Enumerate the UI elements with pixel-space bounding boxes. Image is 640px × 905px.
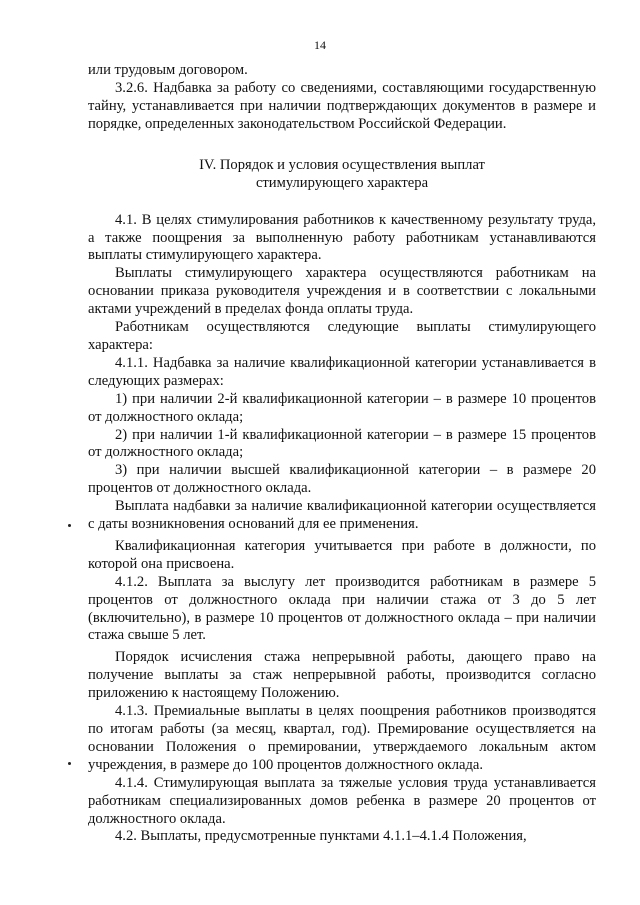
list-item-3: 3) при наличии высшей квалификационной категории – в размере 20 процентов от должностного оклада. — [88, 462, 596, 497]
paragraph-4-1-4: 4.1.4. Стимулирующая выплата за тяжелые условия труда устанавливается работникам специализированных домов ребенка в размере 20 процентов от должностного оклада. — [88, 774, 596, 827]
paragraph-4-1-1: 4.1.1. Надбавка за наличие квалификационной категории устанавливается в следующих размерах: — [88, 354, 596, 389]
document-body — [88, 62, 596, 846]
paragraph: Работникам осуществляются следующие выплаты стимулирующего характера: — [88, 319, 596, 353]
paragraph-4-1-3: 4.1.3. Премиальные выплаты в целях поощрения работников производятся по итогам работы (за месяц, квартал, год). Премирование осуществляется на основании Положения о премировании, утверждаемого локальным актом учреждения, в размере до 100 процентов должностного оклада. — [88, 703, 596, 773]
paragraph: Квалификационная категория учитывается при работе в должности, по которой она присвоена. — [88, 537, 596, 572]
margin-mark — [68, 524, 71, 527]
section-heading-line1: IV. Порядок и условия осуществления выплат — [199, 156, 485, 173]
paragraph-3-2-6: 3.2.6. Надбавка за работу со сведениями, составляющими государственную тайну, устанавливается при наличии подтверждающих документов в размере и порядке, определенных законодательством Российской Федерации. — [88, 79, 596, 132]
paragraph-4-1: 4.1. В целях стимулирования работников к качественному результату труда, а также поощрения за выполненную работу работникам устанавливаются выплаты стимулирующего характера. — [88, 211, 596, 264]
section-heading — [88, 156, 596, 192]
section-heading-line2: стимулирующего характера — [255, 174, 429, 191]
page-number: 14 — [314, 38, 326, 52]
list-item-1: 1) при наличии 2-й квалификационной категории – в размере 10 процентов от должностного оклада; — [88, 390, 596, 425]
paragraph: или трудовым договором. — [88, 62, 248, 78]
paragraph-4-2: 4.2. Выплаты, предусмотренные пунктами 4.1.1–4.1.4 Положения, — [115, 828, 527, 845]
list-item-2: 2) при наличии 1-й квалификационной категории – в размере 15 процентов от должностного оклада; — [88, 426, 596, 461]
paragraph: Выплата надбавки за наличие квалификационной категории осуществляется с даты возникновения оснований для ее применения. — [88, 498, 596, 533]
margin-mark — [68, 762, 71, 765]
paragraph-4-1-2: 4.1.2. Выплата за выслугу лет производится работникам в размере 5 процентов от должностного оклада при наличии стажа от 3 до 5 лет (включительно), в размере 10 процентов от должностного оклада – при наличии стажа свыше 5 лет. — [88, 573, 596, 644]
paragraph: Порядок исчисления стажа непрерывной работы, дающего право на получение выплаты за стаж непрерывной работы, производится согласно приложению к настоящему Положению. — [88, 649, 596, 702]
paragraph: Выплаты стимулирующего характера осуществляются работникам на основании приказа руководителя учреждения и в соответствии с локальными актами учреждений в пределах фонда оплаты труда. — [88, 265, 596, 318]
